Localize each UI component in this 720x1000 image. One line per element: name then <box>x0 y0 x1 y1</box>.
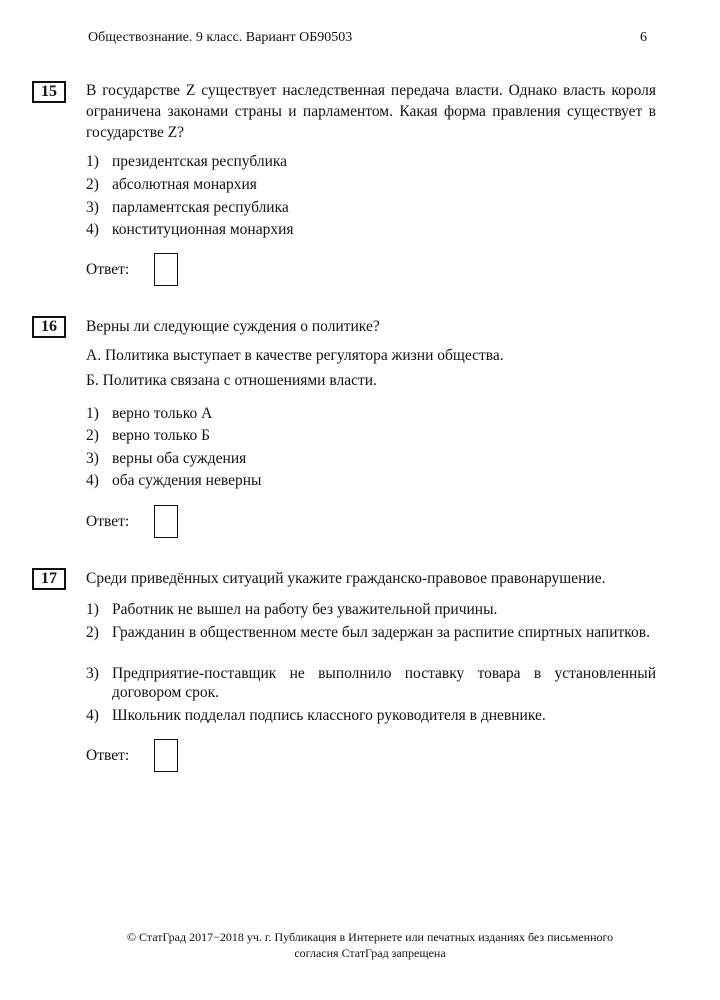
question-15-stem: В государстве Z существует наследственная передача власти. Однако власть короля ограничена законами страны и парламентом. Какая форма правления существует в государстве Z? <box>86 82 656 141</box>
question-number-17: 17 <box>32 568 66 590</box>
question-15-option-3[interactable] <box>86 198 656 217</box>
question-16-stem: Верны ли следующие суждения о политике? <box>86 318 380 335</box>
question-number-16: 16 <box>32 316 66 338</box>
question-17-option-2[interactable] <box>86 623 656 642</box>
question-number-15: 15 <box>32 81 66 103</box>
option-number: 2) <box>86 427 99 444</box>
option-number: 2) <box>86 624 99 641</box>
question-16-option-2[interactable] <box>86 426 656 445</box>
option-text: Гражданин в общественном месте был задержан за распитие спиртных напитков. <box>112 624 650 641</box>
question-15-option-2[interactable] <box>86 175 656 194</box>
question-16-answer-box[interactable] <box>154 505 178 538</box>
option-text: Работник не вышел на работу без уважительной причины. <box>112 601 498 618</box>
option-number: 1) <box>86 405 99 422</box>
question-17-option-4[interactable] <box>86 706 656 725</box>
question-16-option-4[interactable] <box>86 471 656 490</box>
question-17-answer-box[interactable] <box>154 739 178 772</box>
option-text: верно только Б <box>112 427 210 444</box>
page-number: 6 <box>640 30 647 45</box>
footer-line-1: © СтатГрад 2017−2018 уч. г. Публикация в Интернете или печатных изданиях без письменного <box>126 930 614 944</box>
footer-copyright <box>80 929 660 961</box>
option-text: Предприятие-поставщик не выполнило поставку товара в установленный договором срок. <box>112 665 656 701</box>
option-number: 4) <box>86 221 99 238</box>
question-15-option-1[interactable] <box>86 152 656 171</box>
option-number: 4) <box>86 707 99 724</box>
option-number: 3) <box>86 199 99 216</box>
question-17-option-3[interactable] <box>86 664 656 702</box>
question-17-option-1[interactable] <box>86 600 656 619</box>
option-number: 1) <box>86 601 99 618</box>
option-number: 1) <box>86 153 99 170</box>
question-16-answer-label: Ответ: <box>86 513 130 530</box>
question-15-answer-box[interactable] <box>154 253 178 286</box>
footer-line-2: согласия СтатГрад запрещена <box>294 946 446 960</box>
question-16-statement-b: Б. Политика связана с отношениями власти. <box>86 372 377 389</box>
question-15-option-4[interactable] <box>86 220 656 239</box>
header-title: Обществознание. 9 класс. Вариант ОБ90503 <box>88 30 353 45</box>
option-number: 3) <box>86 450 99 467</box>
question-16-option-1[interactable] <box>86 404 656 423</box>
option-number: 4) <box>86 472 99 489</box>
option-number: 3) <box>86 665 99 682</box>
question-15-answer-label: Ответ: <box>86 261 130 278</box>
question-16-option-3[interactable] <box>86 449 656 468</box>
question-17-answer-label: Ответ: <box>86 747 130 764</box>
option-text: верны оба суждения <box>112 450 247 467</box>
option-text: абсолютная монархия <box>112 176 257 193</box>
option-text: конституционная монархия <box>112 221 294 238</box>
option-text: парламентская республика <box>112 199 289 216</box>
question-16-statement-a: А. Политика выступает в качестве регулятора жизни общества. <box>86 347 504 364</box>
option-text: верно только А <box>112 405 213 422</box>
option-text: оба суждения неверны <box>112 472 262 489</box>
option-text: Школьник подделал подпись классного руководителя в дневнике. <box>112 707 546 724</box>
question-17-stem: Среди приведённых ситуаций укажите гражданско-правовое правонарушение. <box>86 570 606 587</box>
option-number: 2) <box>86 176 99 193</box>
option-text: президентская республика <box>112 153 288 170</box>
